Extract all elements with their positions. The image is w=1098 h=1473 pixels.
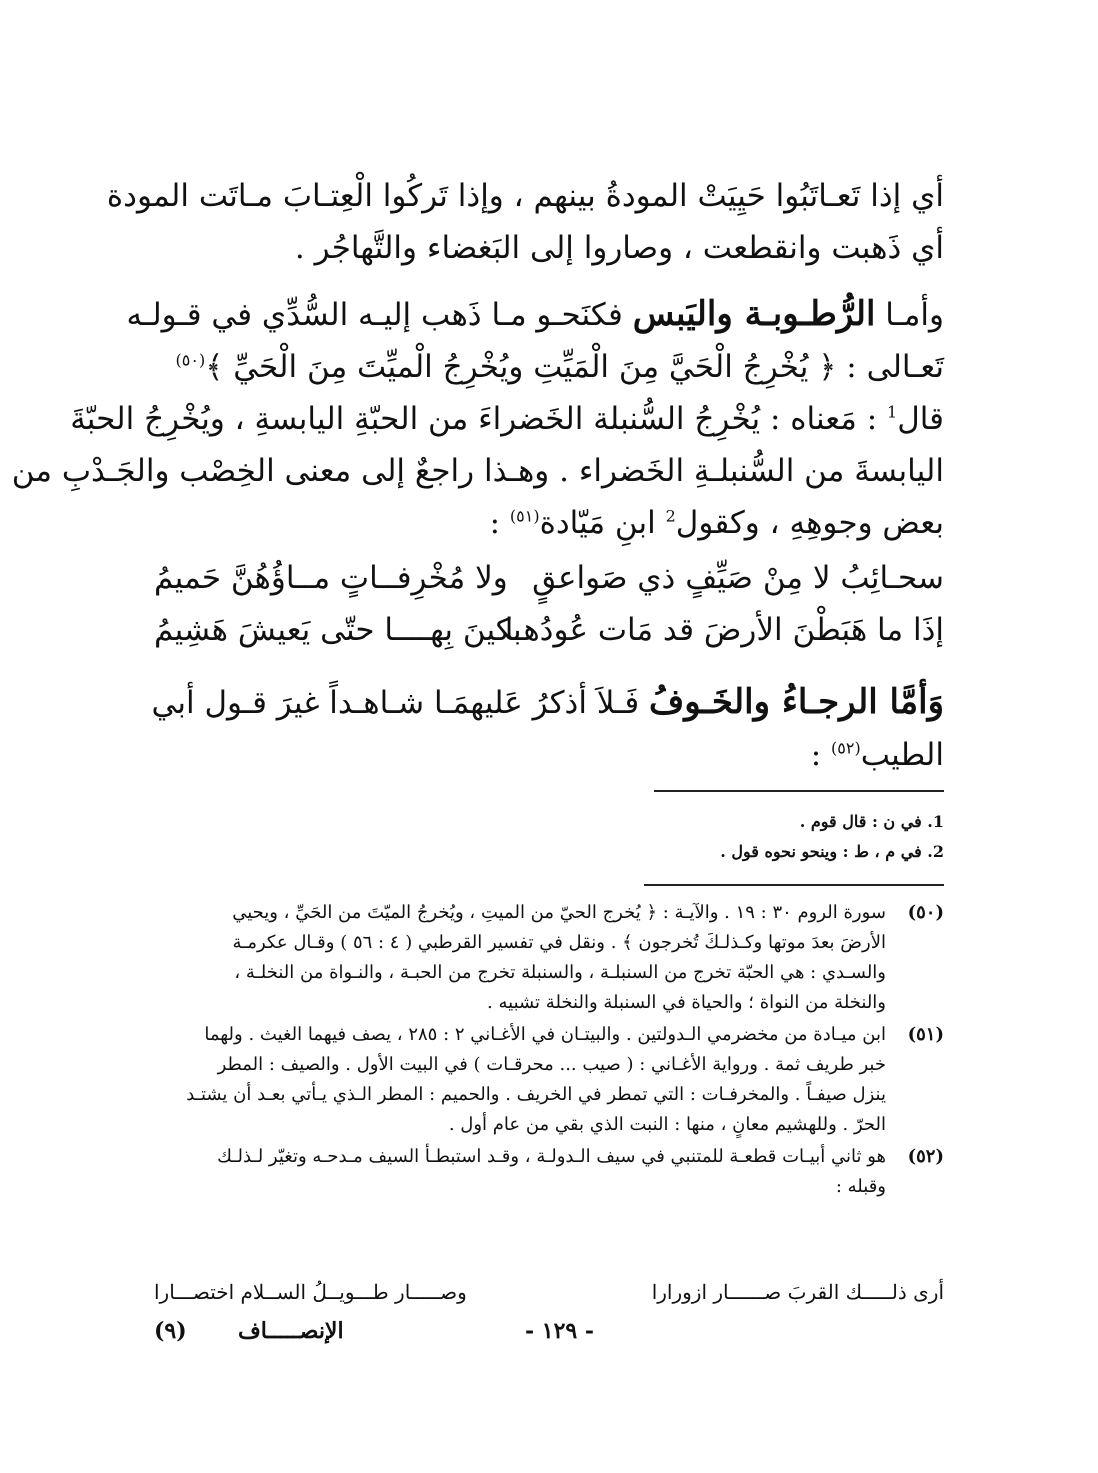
paragraph-1: [106, 170, 944, 274]
poem-verse: [154, 560, 944, 612]
first-hemistich: أرى ذلـــــك القربَ صــــــار ازورارا: [651, 1280, 944, 1304]
second-hemistich: ولا مُخْرِفــاتٍ مــاؤُهُنَّ حَميمُ: [154, 560, 508, 596]
footnotes: [154, 898, 944, 1204]
footnote-line: الأرضَ بعدَ موتها وكـذلـكَ تُخرجون ﴾ . ونقل في تفسير القرطبي ( ٤ : ٥٦ ) وقـال عكرمـة: [232, 932, 886, 953]
paragraph-3: [151, 676, 944, 781]
text-line: الطيب$^{(٥٢)}$ :: [810, 737, 944, 773]
footnote-verse: [154, 1280, 944, 1310]
note-ref: 2: [665, 506, 676, 526]
footnote-ref: (٥١): [509, 506, 540, 526]
second-hemistich: وصـــــار طـــويــلُ الســلام اختصـــارا: [154, 1280, 467, 1304]
footnote-line: والنخلة من النواة ؛ والحياة في السنبلة والنخلة تشبيه .: [487, 992, 886, 1013]
footnote-ref: (٥٢): [831, 738, 861, 758]
footnote-line: ينزل صيفـاً . والمخرفـات : التي تمطر في الخريف . والحميم : المطر الـذي يـأتي بعـد أن يشتـد: [186, 1084, 886, 1105]
footnote-line: والسـدي : هي الحبّة تخرج من السنبلـة ، والسنبلة تخرج من الحبـة ، والنـواة من النخلـة ،: [234, 962, 886, 983]
bold-term: الرُّطـوبـة واليَبس: [632, 294, 876, 334]
footnote-line: ابن ميـادة من مخضرمي الـدولتين . والبيتـان في الأغـاني ٢ : ٢٨٥ ، يصف فيهما الغيث . ولهما: [204, 1024, 886, 1045]
footnote-line: خبر طريف ثمة . ورواية الأغـاني : ( صيب ... محرقـات ) في البيت الأول . والصيف : المطر: [217, 1054, 886, 1075]
main-text: [11, 170, 944, 549]
first-hemistich: إذَا ما هَبَطْنَ الأرضَ قد مَات عُودُهـا: [504, 612, 944, 648]
footnote-line: هو ثاني أبيـات قطعـة للمتنبي في سيف الـدولـة ، وقـد استبطـأ السيف مـدحـه وتغيّر لـذلـك: [217, 1146, 886, 1167]
text-line: وأمـا الرُّطـوبـة واليَبس فكنَحـو مـا ذَهب إليـه السُّدِّي في قـولـه: [126, 294, 944, 334]
paragraph-2: [11, 288, 944, 549]
bold-term: وَأمَّا الرجـاءُ والخَـوفُ: [649, 682, 944, 722]
poem-verse: [154, 612, 944, 664]
page-footer: [154, 1318, 944, 1358]
footnote-number: (٥١): [907, 1024, 944, 1045]
poem: [154, 560, 944, 664]
text-line: وَأمَّا الرجـاءُ والخَـوفُ فَـلاَ أذكرُ عَليهمَـا شـاهـداً غيرَ قـول أبي: [151, 682, 944, 722]
footnote-50: [154, 898, 944, 1018]
note-ref: 1: [887, 402, 898, 422]
footnote-number: (٥٠): [907, 902, 944, 923]
footnote-line: الحرّ . وللهشيم معانٍ ، منها : النبت الذي بقي من عام أول .: [448, 1114, 886, 1135]
notes-divider: [654, 790, 944, 792]
second-hemistich: بكينَ بِهــــا حتّى يَعيشَ هَشِيمُ: [154, 612, 522, 648]
footnote-line: سورة الروم ٣٠ : ١٩ . والآيـة : ﴿ يُخرج الحيّ من الميتِ ، ويُخرجُ الميّتَ من الحَيِّ ، ويحيي: [232, 902, 886, 923]
page-number: - ١٢٩ -: [524, 1318, 594, 1344]
text-line: أي إذا تَعـاتَبُوا حَيِيَتْ المودةُ بينهم ، وإذا تَركُوا الْعِتـابَ مـاتَت المودة: [106, 178, 944, 214]
quran-line: تَعـالى : ﴿ يُخْرِجُ الْحَيَّ مِنَ الْمَيِّتِ ويُخْرِجُ الْميِّتَ مِنَ الْحَيِّ ﴾$^{(٥٠)}$: [175, 349, 944, 385]
footnote-line: وقبله :: [835, 1176, 886, 1197]
text-line: اليابسةَ من السُّنبلـةِ الخَضراء . وهـذا راجعٌ إلى معنى الخِصْب والجَـدْبِ من: [11, 453, 944, 489]
text-line: قال$^1$ : مَعناه : يُخْرِجُ السُّنبلة الخَضراءَ من الحبّةِ اليابسةِ ، ويُخْرِجُ الحبّةَ: [70, 401, 944, 437]
footnote-52: [154, 1142, 944, 1202]
footnotes-divider: [644, 884, 944, 886]
footnote-51: [154, 1020, 944, 1140]
first-hemistich: سحـائِبُ لا مِنْ صَيِّفٍ ذي صَواعقٍ: [532, 560, 944, 596]
footnote-ref: (٥٠): [175, 350, 206, 370]
footnote-number: (٥٢): [907, 1146, 944, 1167]
textual-notes: [154, 807, 944, 867]
signature-mark: (٩): [154, 1318, 187, 1344]
textual-note: 2. في م ، ط : وينحو نحوه قول .: [720, 842, 944, 861]
text-line: أي ذَهبت وانقطعت ، وصاروا إلى البَغضاء والتَّهاجُر .: [294, 230, 944, 266]
textual-note: 1. في ن : قال قوم .: [799, 812, 944, 831]
book-title: الإنصـــــاف: [238, 1318, 344, 1344]
text-line: بعض وجوهِهِ ، وكقول$^2$ ابنِ مَيّادة$^{(٥١)}$ :: [489, 505, 944, 541]
